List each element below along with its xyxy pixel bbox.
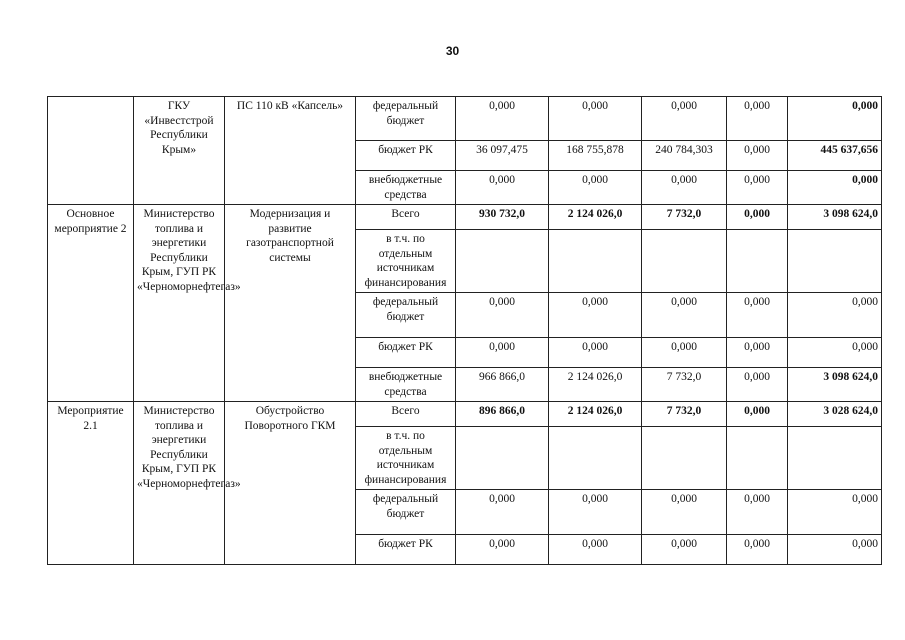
funding-source-cell: федеральный бюджет — [356, 490, 456, 535]
financing-table — [47, 96, 882, 565]
amount-cell: 0,000 — [549, 171, 642, 205]
amount-cell: 7 732,0 — [642, 368, 727, 402]
amount-cell: 0,000 — [456, 535, 549, 565]
amount-cell: 168 755,878 — [549, 141, 642, 171]
amount-cell: 0,000 — [642, 490, 727, 535]
amount-cell: 0,000 — [727, 205, 788, 230]
event-name-cell: Мероприятие 2.1 — [48, 402, 134, 565]
amount-cell: 0,000 — [549, 293, 642, 338]
funding-source-cell: федеральный бюджет — [356, 97, 456, 141]
funding-source-cell: внебюджетные средства — [356, 368, 456, 402]
amount-cell: 0,000 — [727, 97, 788, 141]
funding-source-cell: бюджет РК — [356, 141, 456, 171]
amount-cell — [549, 230, 642, 293]
amount-cell: 0,000 — [456, 97, 549, 141]
amount-cell: 966 866,0 — [456, 368, 549, 402]
funding-source-cell: федеральный бюджет — [356, 293, 456, 338]
amount-cell: 0,000 — [727, 402, 788, 427]
amount-cell: 7 732,0 — [642, 402, 727, 427]
amount-cell: 0,000 — [456, 293, 549, 338]
funding-source-cell: бюджет РК — [356, 338, 456, 368]
funding-source-cell: Всего — [356, 402, 456, 427]
amount-cell: 3 098 624,0 — [788, 205, 882, 230]
amount-cell: 0,000 — [456, 490, 549, 535]
amount-cell: 0,000 — [549, 490, 642, 535]
object-cell: Обустройство Поворотного ГКМ — [225, 402, 356, 565]
executor-cell: Министерство топлива и энергетики Республики Крым, ГУП РК «Черноморнефтегаз» — [134, 402, 225, 565]
amount-cell: 0,000 — [456, 338, 549, 368]
amount-cell: 240 784,303 — [642, 141, 727, 171]
executor-cell: Министерство топлива и энергетики Республики Крым, ГУП РК «Черноморнефтегаз» — [134, 205, 225, 402]
amount-cell: 0,000 — [549, 338, 642, 368]
amount-cell — [642, 230, 727, 293]
amount-cell: 36 097,475 — [456, 141, 549, 171]
amount-cell: 0,000 — [727, 535, 788, 565]
amount-cell: 930 732,0 — [456, 205, 549, 230]
amount-cell: 0,000 — [788, 490, 882, 535]
amount-cell: 445 637,656 — [788, 141, 882, 171]
table-row — [48, 205, 882, 230]
amount-cell — [788, 230, 882, 293]
amount-cell: 0,000 — [549, 535, 642, 565]
amount-cell: 0,000 — [788, 338, 882, 368]
amount-cell — [642, 427, 727, 490]
amount-cell — [788, 427, 882, 490]
amount-cell — [727, 230, 788, 293]
amount-cell: 0,000 — [727, 338, 788, 368]
amount-cell: 7 732,0 — [642, 205, 727, 230]
funding-source-cell: в т.ч. по отдельным источникам финансирования — [356, 427, 456, 490]
amount-cell: 2 124 026,0 — [549, 368, 642, 402]
amount-cell: 0,000 — [788, 97, 882, 141]
page-number: 30 — [445, 44, 460, 58]
object-cell: ПС 110 кВ «Капсель» — [225, 97, 356, 205]
funding-source-cell: внебюджетные средства — [356, 171, 456, 205]
object-cell: Модернизация и развитие газотранспортной системы — [225, 205, 356, 402]
amount-cell: 0,000 — [788, 171, 882, 205]
amount-cell — [456, 230, 549, 293]
amount-cell: 896 866,0 — [456, 402, 549, 427]
amount-cell: 0,000 — [727, 293, 788, 338]
amount-cell: 0,000 — [727, 141, 788, 171]
table-row — [48, 402, 882, 427]
amount-cell: 0,000 — [727, 171, 788, 205]
amount-cell: 0,000 — [642, 338, 727, 368]
amount-cell: 0,000 — [788, 293, 882, 338]
amount-cell: 0,000 — [642, 97, 727, 141]
amount-cell: 2 124 026,0 — [549, 205, 642, 230]
amount-cell: 2 124 026,0 — [549, 402, 642, 427]
table-row — [48, 97, 882, 141]
amount-cell: 0,000 — [727, 490, 788, 535]
funding-source-cell: бюджет РК — [356, 535, 456, 565]
amount-cell: 0,000 — [788, 535, 882, 565]
amount-cell: 0,000 — [549, 97, 642, 141]
amount-cell: 0,000 — [727, 368, 788, 402]
amount-cell: 0,000 — [642, 535, 727, 565]
amount-cell: 0,000 — [642, 171, 727, 205]
amount-cell — [456, 427, 549, 490]
event-name-cell: Основное мероприятие 2 — [48, 205, 134, 402]
amount-cell: 0,000 — [456, 171, 549, 205]
amount-cell — [727, 427, 788, 490]
amount-cell: 3 028 624,0 — [788, 402, 882, 427]
amount-cell — [549, 427, 642, 490]
funding-source-cell: в т.ч. по отдельным источникам финансирования — [356, 230, 456, 293]
amount-cell: 3 098 624,0 — [788, 368, 882, 402]
funding-source-cell: Всего — [356, 205, 456, 230]
executor-cell: ГКУ «Инвестстрой Республики Крым» — [134, 97, 225, 205]
amount-cell: 0,000 — [642, 293, 727, 338]
event-name-cell — [48, 97, 134, 205]
